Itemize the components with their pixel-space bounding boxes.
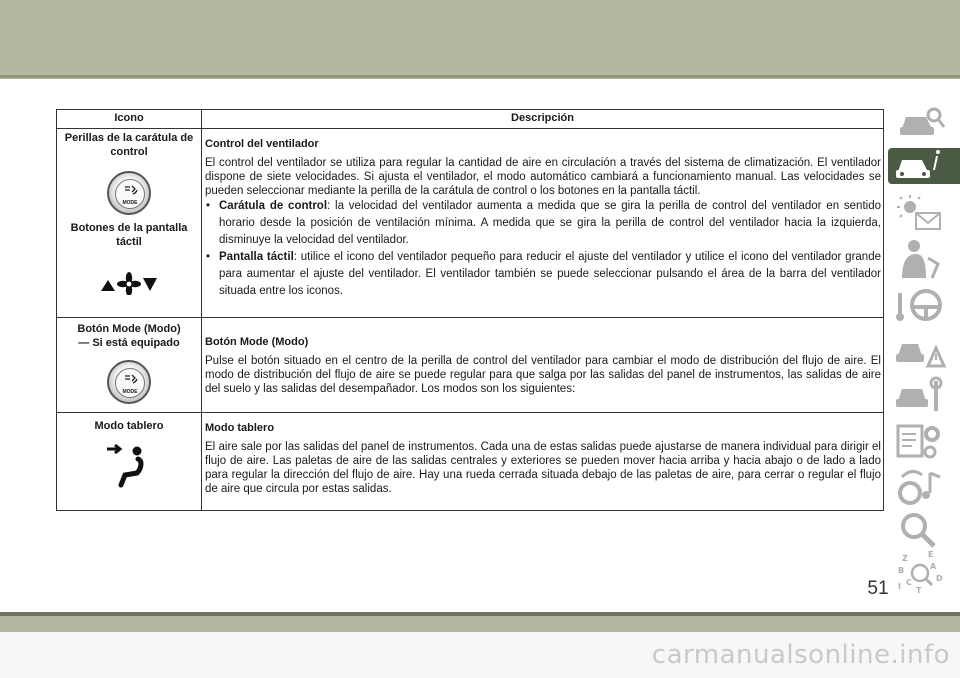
svg-text:I: I xyxy=(898,582,901,591)
row-panel-label: Modo tablero xyxy=(94,420,164,432)
row-mode-icon-cell xyxy=(57,322,201,395)
watermark-text: carmanualsonline.info xyxy=(651,640,950,670)
svg-text:A: A xyxy=(930,562,937,571)
tab-car-info[interactable] xyxy=(888,148,960,184)
svg-text:T: T xyxy=(916,586,922,595)
watermark xyxy=(0,632,960,678)
multimedia-icon xyxy=(892,465,948,507)
row-mode-title: Botón Mode (Modo) xyxy=(205,336,309,348)
bullet-touchscreen: • Pantalla táctil: utilice el icono del ventilador pequeño para reducir el ajuste del ventilador y utilice el icono del ventilador grande para aumentar el ajuste del ventilador. El ventilador también se puede seleccionar pulsando el área de la barra del ventilador situada entre los iconos. xyxy=(206,251,881,297)
row-mode-label: Botón Mode (Modo) — Si está equipado xyxy=(77,323,181,349)
safety-person-icon xyxy=(892,238,948,280)
warning-lights-icon xyxy=(892,193,948,233)
bottom-band xyxy=(0,612,960,632)
search-icon xyxy=(892,510,948,552)
tab-warning-lights[interactable] xyxy=(892,193,948,235)
svg-text:E: E xyxy=(928,550,934,559)
tab-specifications[interactable] xyxy=(892,420,948,462)
row-panel-icon-cell xyxy=(57,419,201,433)
row-fan-label-1: Perillas de la carátula de control xyxy=(64,132,194,158)
row-panel-title: Modo tablero xyxy=(205,422,275,434)
row-mode-paragraph: Pulse el botón situado en el centro de la perilla de control del ventilador para cambiar el modo de distribución del flujo de aire. El modo de distribución del flujo de aire se puede regular para que salga por las salidas del panel de instrumentos, las salidas de aire del suelo y las salidas del desempañador. Los modos son los siguientes: xyxy=(205,355,881,395)
tab-index[interactable] xyxy=(892,549,948,597)
fan-speed-buttons-icon xyxy=(99,271,159,295)
mode-button-icon: MODE xyxy=(107,360,151,404)
specs-gear-icon xyxy=(892,420,948,462)
row-mode-description xyxy=(205,335,881,396)
tab-servicing[interactable] xyxy=(892,375,948,417)
row-fan-icon-cell xyxy=(57,131,201,248)
tab-search[interactable] xyxy=(892,510,948,552)
row-panel-description xyxy=(205,421,881,496)
svg-text:C: C xyxy=(906,578,912,587)
tab-emergency[interactable] xyxy=(892,330,948,372)
tab-safety[interactable] xyxy=(892,238,948,280)
svg-text:Z: Z xyxy=(902,554,908,563)
panel-mode-icon xyxy=(101,439,151,491)
svg-text:B: B xyxy=(898,566,905,575)
bullet-control-dial: • Carátula de control: la velocidad del ventilador aumenta a medida que se gira la perilla de control del ventilador en sentido horario desde la posición de ventilación mínima. A medida que se gira la perilla de control del ventilador hacia la izquierda, disminuye la velocidad del ventilador. xyxy=(206,200,881,246)
mode-knob-icon: MODE xyxy=(107,171,151,215)
header-description-col: Descripción xyxy=(511,112,574,124)
row-fan-paragraph: El control del ventilador se utiliza para regular la cantidad de aire en circulación a través del sistema de climatización. El ventilador dispone de siete velocidades. Si ajusta el ventilador, el modo automático cambiará a funcionamiento manual. Las velocidades se pueden seleccionar mediante la perilla de la carátula de control o los botones en la pantalla táctil. xyxy=(205,157,881,197)
tab-starting-driving[interactable] xyxy=(892,285,948,327)
header-icon-col: Icono xyxy=(114,112,144,124)
top-header-band xyxy=(0,0,960,79)
tab-multimedia[interactable] xyxy=(892,465,948,507)
row-fan-description xyxy=(205,137,881,300)
row-fan-label-2: Botones de la pantalla táctil xyxy=(70,222,188,248)
car-info-icon xyxy=(888,148,960,184)
page-number: 51 xyxy=(867,578,889,599)
row-fan-title: Control del ventilador xyxy=(205,138,319,150)
car-wrench-icon xyxy=(892,375,948,415)
info-table xyxy=(56,109,884,511)
tab-car-search[interactable] xyxy=(892,101,948,143)
svg-text:D: D xyxy=(936,574,943,583)
index-icon xyxy=(892,549,948,597)
car-search-icon xyxy=(892,101,948,141)
steering-wheel-icon xyxy=(892,285,948,325)
row-panel-paragraph: El aire sale por las salidas del panel de instrumentos. Cada una de estas salidas puede ajustarse de manera individual para dirigir el flujo de aire. Las paletas de aire de las salidas centrales y exteriores se pueden mover hacia arriba y hacia abajo o de lado a lado para regular la dirección del flujo de aire. Hay una rueda cerrada situada debajo de las paletas de aire, para cerrar o regular el flujo de aire que circula por estas salidas. xyxy=(205,441,881,495)
table-header xyxy=(57,110,883,129)
car-warning-icon xyxy=(892,330,948,370)
